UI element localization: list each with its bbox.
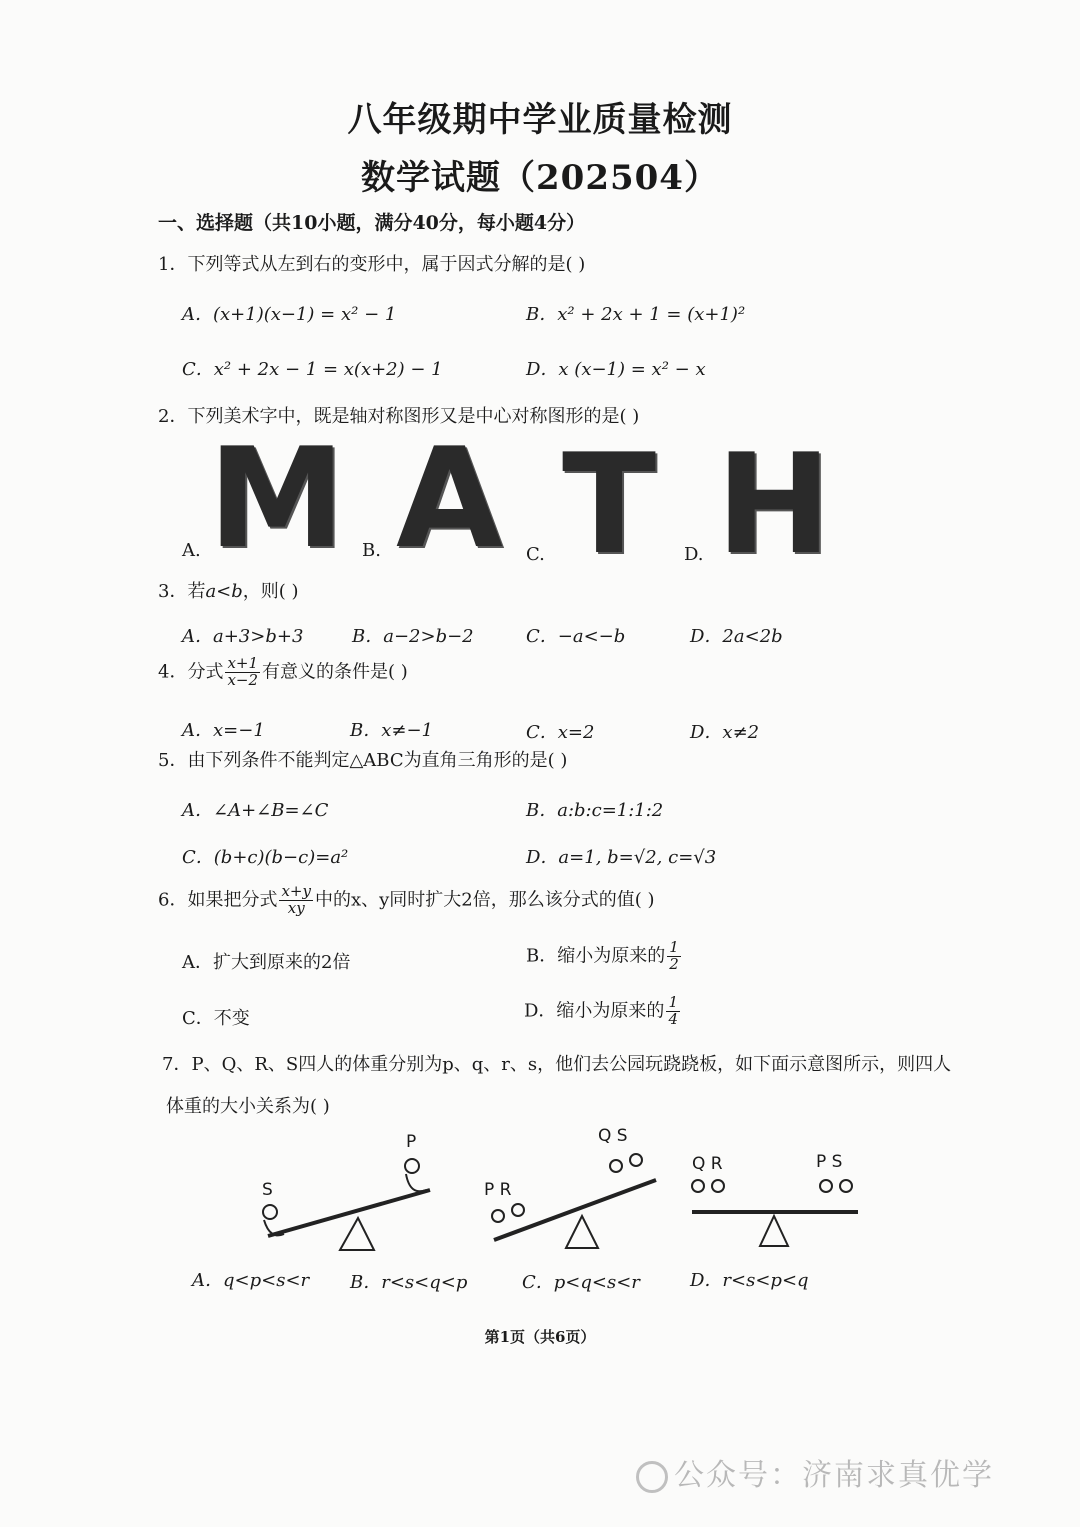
q1-option-a: A．(x+1)(x−1) = x² − 1 xyxy=(182,304,397,325)
q5-option-d: D．a=1, b=√2, c=√3 xyxy=(526,847,717,868)
fig2-left-label: P R xyxy=(484,1180,512,1200)
q6-stem-prefix: 6．如果把分式 xyxy=(158,889,278,911)
wechat-icon xyxy=(636,1461,668,1493)
q3-option-a: A．a+3>b+3 xyxy=(182,626,304,647)
q2-letter-a: A xyxy=(396,418,503,579)
fig1-left-label: S xyxy=(262,1180,273,1200)
q6-option-d-frac xyxy=(666,995,680,1028)
q2-option-d: D. xyxy=(684,544,704,565)
q3-option-d: D．2a<2b xyxy=(690,626,783,647)
page-subtitle: 数学试题（202504） xyxy=(361,158,719,198)
fig3-right-label: P S xyxy=(816,1152,843,1172)
q4-fraction xyxy=(225,656,260,689)
q1-option-b: B．x² + 2x + 1 = (x+1)² xyxy=(526,304,746,325)
q2-stem: 2．下列美术字中，既是轴对称图形又是中心对称图形的是( ) xyxy=(158,406,640,427)
q7-stem-line2: 体重的大小关系为( ) xyxy=(166,1096,330,1117)
q4-frac-den: x−2 xyxy=(227,670,259,689)
q3-stem-suffix: ，则( ) xyxy=(242,581,299,602)
q6-option-b-frac xyxy=(667,940,681,973)
q4-option-a: A．x=−1 xyxy=(182,720,265,741)
q6-frac-num: x+y xyxy=(281,882,311,900)
q6-d-num: 1 xyxy=(668,993,678,1011)
q6-d-den: 4 xyxy=(668,1009,678,1028)
q4-frac-num: x+1 xyxy=(227,654,259,672)
q4-stem xyxy=(158,656,408,689)
fig3-left-label: Q R xyxy=(692,1154,723,1174)
q2-option-c: C. xyxy=(526,544,545,565)
q7-option-c: C．p<q<s<r xyxy=(522,1272,640,1293)
q7-option-a: A．q<p<s<r xyxy=(192,1270,310,1291)
q6-option-d-text: D．缩小为原来的 xyxy=(524,1000,665,1022)
q5-stem: 5．由下列条件不能判定△ABC为直角三角形的是( ) xyxy=(158,750,568,771)
fig1-right-label: P xyxy=(406,1132,417,1152)
q7-stem-line1: 7．P、Q、R、S四人的体重分别为p、q、r、s，他们去公园玩跷跷板，如下面示意图所示，则四人 xyxy=(162,1054,952,1075)
q3-stem-prefix: 3．若 xyxy=(158,581,206,602)
q5-option-a: A．∠A+∠B=∠C xyxy=(182,800,329,821)
q3-stem xyxy=(158,577,299,603)
fig2-right-label: Q S xyxy=(598,1126,628,1146)
q3-option-c: C．−a<−b xyxy=(526,626,626,647)
q2-letter-t: T xyxy=(562,424,657,585)
q6-b-den: 2 xyxy=(669,954,679,973)
q6-b-num: 1 xyxy=(669,938,679,956)
q3-option-b: B．a−2>b−2 xyxy=(352,626,474,647)
q4-option-d: D．x≠2 xyxy=(690,722,760,743)
q6-stem-suffix: 中的x、y同时扩大2倍，那么该分式的值( ) xyxy=(314,889,655,911)
q6-option-b xyxy=(526,940,683,973)
q3-stem-math: a<b xyxy=(205,581,243,602)
q4-stem-prefix: 4．分式 xyxy=(158,661,224,683)
q6-option-c: C．不变 xyxy=(182,1008,250,1029)
q2-letter-h: H xyxy=(716,424,832,585)
q6-frac-den: xy xyxy=(287,898,305,917)
q6-option-b-text: B．缩小为原来的 xyxy=(526,945,666,967)
watermark xyxy=(636,1450,994,1494)
q4-stem-suffix: 有意义的条件是( ) xyxy=(262,661,408,683)
q6-fraction xyxy=(279,884,313,917)
q4-option-b: B．x≠−1 xyxy=(350,720,433,741)
q2-option-b: B. xyxy=(362,540,381,561)
q4-option-c: C．x=2 xyxy=(526,722,595,743)
q7-option-d: D．r<s<p<q xyxy=(690,1270,809,1291)
q5-option-c: C．(b+c)(b−c)=a² xyxy=(182,847,349,868)
page-footer: 第1页（共6页） xyxy=(484,1328,596,1346)
q6-stem xyxy=(158,884,655,917)
q5-option-b: B．a:b:c=1:1:2 xyxy=(526,800,664,821)
q1-stem: 1．下列等式从左到右的变形中，属于因式分解的是( ) xyxy=(158,254,586,275)
q2-letter-m: M xyxy=(208,418,346,579)
watermark-text: 公众号：济南求真优学 xyxy=(674,1458,994,1493)
q6-option-a: A．扩大到原来的2倍 xyxy=(182,952,351,973)
page-title: 八年级期中学业质量检测 xyxy=(347,100,733,140)
q7-option-b: B．r<s<q<p xyxy=(350,1272,468,1293)
q1-option-c: C．x² + 2x − 1 = x(x+2) − 1 xyxy=(182,359,443,380)
section-header: 一、选择题（共10小题，满分40分，每小题4分） xyxy=(158,212,586,234)
q6-option-d xyxy=(524,995,682,1028)
q2-option-a: A. xyxy=(182,540,201,561)
q1-option-d: D．x (x−1) = x² − x xyxy=(526,359,706,380)
